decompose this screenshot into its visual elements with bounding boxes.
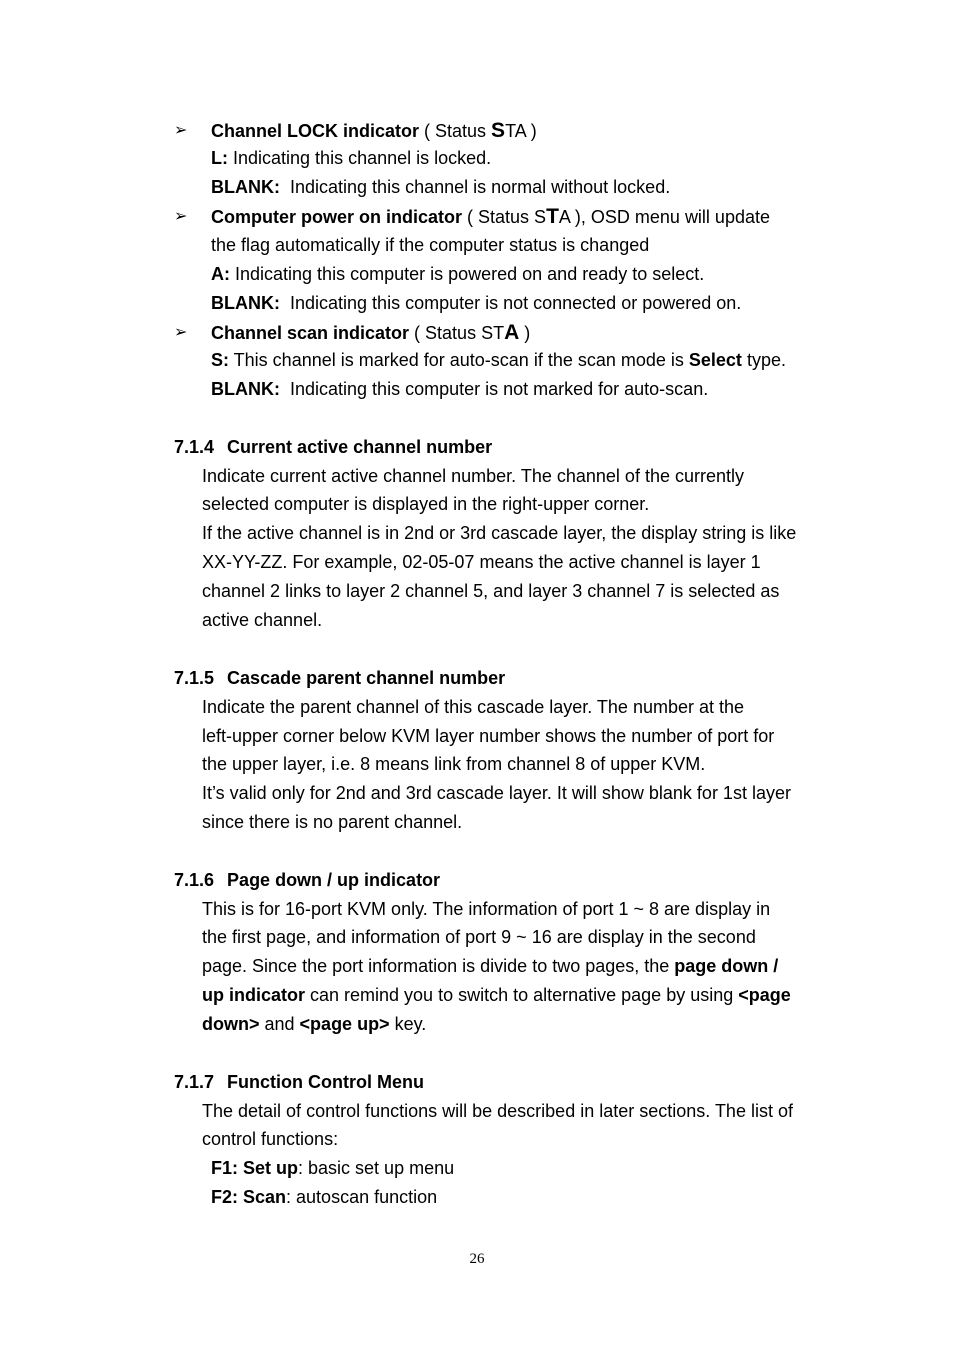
paragraph-line: selected computer is displayed in the right-upper corner. — [202, 494, 650, 514]
bullet-2-item-2 — [211, 292, 741, 314]
bullet-2-item-1 — [211, 263, 704, 285]
item-text: Indicating this computer is not marked for auto-scan. — [280, 379, 709, 399]
paragraph-line: since there is no parent channel. — [202, 812, 463, 832]
section-title: Current active channel number — [227, 437, 493, 457]
text-emphasis: up indicator — [202, 985, 305, 1005]
section-heading-7-1-5 — [174, 667, 505, 689]
bullet-1-heading — [211, 120, 537, 142]
bullet-3-item-1 — [211, 349, 786, 371]
bullet-1-status-highlight: S — [491, 119, 506, 142]
bullet-2-title: Computer power on indicator — [211, 207, 463, 227]
bullet-1-status-pre: ( Status — [419, 121, 492, 141]
text-run: can remind you to switch to alternative page by using — [305, 985, 739, 1005]
item-key: BLANK: — [211, 293, 280, 313]
function-key: F1: Set up — [211, 1158, 299, 1178]
section-number: 7.1.5 — [174, 668, 215, 688]
bullet-2-status-rest: A — [558, 207, 570, 227]
text-emphasis: <page up> — [299, 1014, 390, 1034]
bullet-2-heading — [211, 206, 770, 228]
item-key: A: — [211, 264, 230, 284]
item-key: BLANK: — [211, 177, 280, 197]
paragraph-line: the first page, and information of port 9 ~ 16 are display in the second — [202, 927, 756, 947]
bullet-3-status-highlight: A — [504, 321, 520, 344]
paragraph-line — [202, 984, 791, 1006]
item-emphasis: Select — [688, 350, 742, 370]
paragraph-line — [202, 1013, 426, 1035]
item-text: Indicating this computer is powered on and ready to select. — [230, 264, 705, 284]
function-item-f2 — [211, 1186, 437, 1208]
function-item-f1 — [211, 1157, 454, 1179]
paragraph-line: Indicate current active channel number. The channel of the currently — [202, 466, 744, 486]
section-heading-7-1-4 — [174, 436, 492, 458]
paragraph-line — [202, 955, 778, 977]
paragraph-line: channel 2 links to layer 2 channel 5, and layer 3 channel 7 is selected as — [202, 581, 780, 601]
text-run: and — [259, 1014, 300, 1034]
item-key: S: — [211, 350, 229, 370]
section-number: 7.1.7 — [174, 1072, 215, 1092]
bullet-3-title: Channel scan indicator — [211, 323, 410, 343]
text-emphasis: <page — [738, 985, 791, 1005]
paragraph-line: XX-YY-ZZ. For example, 02-05-07 means the active channel is layer 1 — [202, 552, 761, 572]
section-number: 7.1.6 — [174, 870, 215, 890]
bullet-2-status-post: ), OSD menu will update — [569, 207, 770, 227]
paragraph-line: active channel. — [202, 610, 323, 630]
bullet-1-title: Channel LOCK indicator — [211, 121, 420, 141]
section-heading-7-1-6 — [174, 869, 440, 891]
paragraph-line: left-upper corner below KVM layer number shows the number of port for — [202, 726, 775, 746]
text-emphasis: down> — [202, 1014, 260, 1034]
section-number: 7.1.4 — [174, 437, 215, 457]
bullet-2-status-pre: ( Status S — [462, 207, 547, 227]
bullet-arrow-icon: ➢ — [174, 122, 188, 139]
item-text: Indicating this channel is locked. — [228, 148, 492, 168]
page-number: 26 — [469, 1251, 485, 1267]
text-run: page. Since the port information is divide to two pages, the — [202, 956, 675, 976]
bullet-2-status-highlight: T — [546, 205, 559, 228]
bullet-3-item-2 — [211, 378, 708, 400]
section-heading-7-1-7 — [174, 1071, 424, 1093]
paragraph-line: the upper layer, i.e. 8 means link from channel 8 of upper KVM. — [202, 754, 706, 774]
paragraph-line: It’s valid only for 2nd and 3rd cascade layer. It will show blank for 1st layer — [202, 783, 791, 803]
function-key: F2: Scan — [211, 1187, 287, 1207]
item-text: Indicating this channel is normal without locked. — [280, 177, 671, 197]
bullet-3-status-post: ) — [519, 323, 531, 343]
paragraph-line: If the active channel is in 2nd or 3rd cascade layer, the display string is like — [202, 523, 797, 543]
bullet-arrow-icon: ➢ — [174, 324, 188, 341]
function-desc: : basic set up menu — [298, 1158, 455, 1178]
bullet-1-item-1 — [211, 147, 491, 169]
section-title: Page down / up indicator — [227, 870, 441, 890]
section-title: Function Control Menu — [227, 1072, 425, 1092]
bullet-3-status-pre: ( Status ST — [409, 323, 505, 343]
item-key: BLANK: — [211, 379, 280, 399]
paragraph-line: Indicate the parent channel of this cascade layer. The number at the — [202, 697, 745, 717]
item-key: L: — [211, 148, 228, 168]
bullet-arrow-icon: ➢ — [174, 208, 188, 225]
bullet-2-continuation: the flag automatically if the computer status is changed — [211, 235, 650, 255]
text-emphasis: page down — [674, 956, 769, 976]
bullet-1-item-2 — [211, 176, 670, 198]
bullet-1-status-rest: TA — [505, 121, 526, 141]
function-desc: : autoscan function — [286, 1187, 438, 1207]
paragraph-line: This is for 16-port KVM only. The information of port 1 ~ 8 are display in — [202, 899, 771, 919]
item-text-tail: type. — [741, 350, 786, 370]
bullet-1-status-post: ) — [525, 121, 537, 141]
bullet-3-heading — [211, 322, 530, 344]
paragraph-line: control functions: — [202, 1129, 339, 1149]
text-emphasis: / — [768, 956, 779, 976]
section-title: Cascade parent channel number — [227, 668, 506, 688]
item-text: Indicating this computer is not connected or powered on. — [280, 293, 742, 313]
paragraph-line: The detail of control functions will be described in later sections. The list of — [202, 1101, 793, 1121]
text-run: key. — [389, 1014, 427, 1034]
item-text: This channel is marked for auto-scan if the scan mode is — [229, 350, 689, 370]
